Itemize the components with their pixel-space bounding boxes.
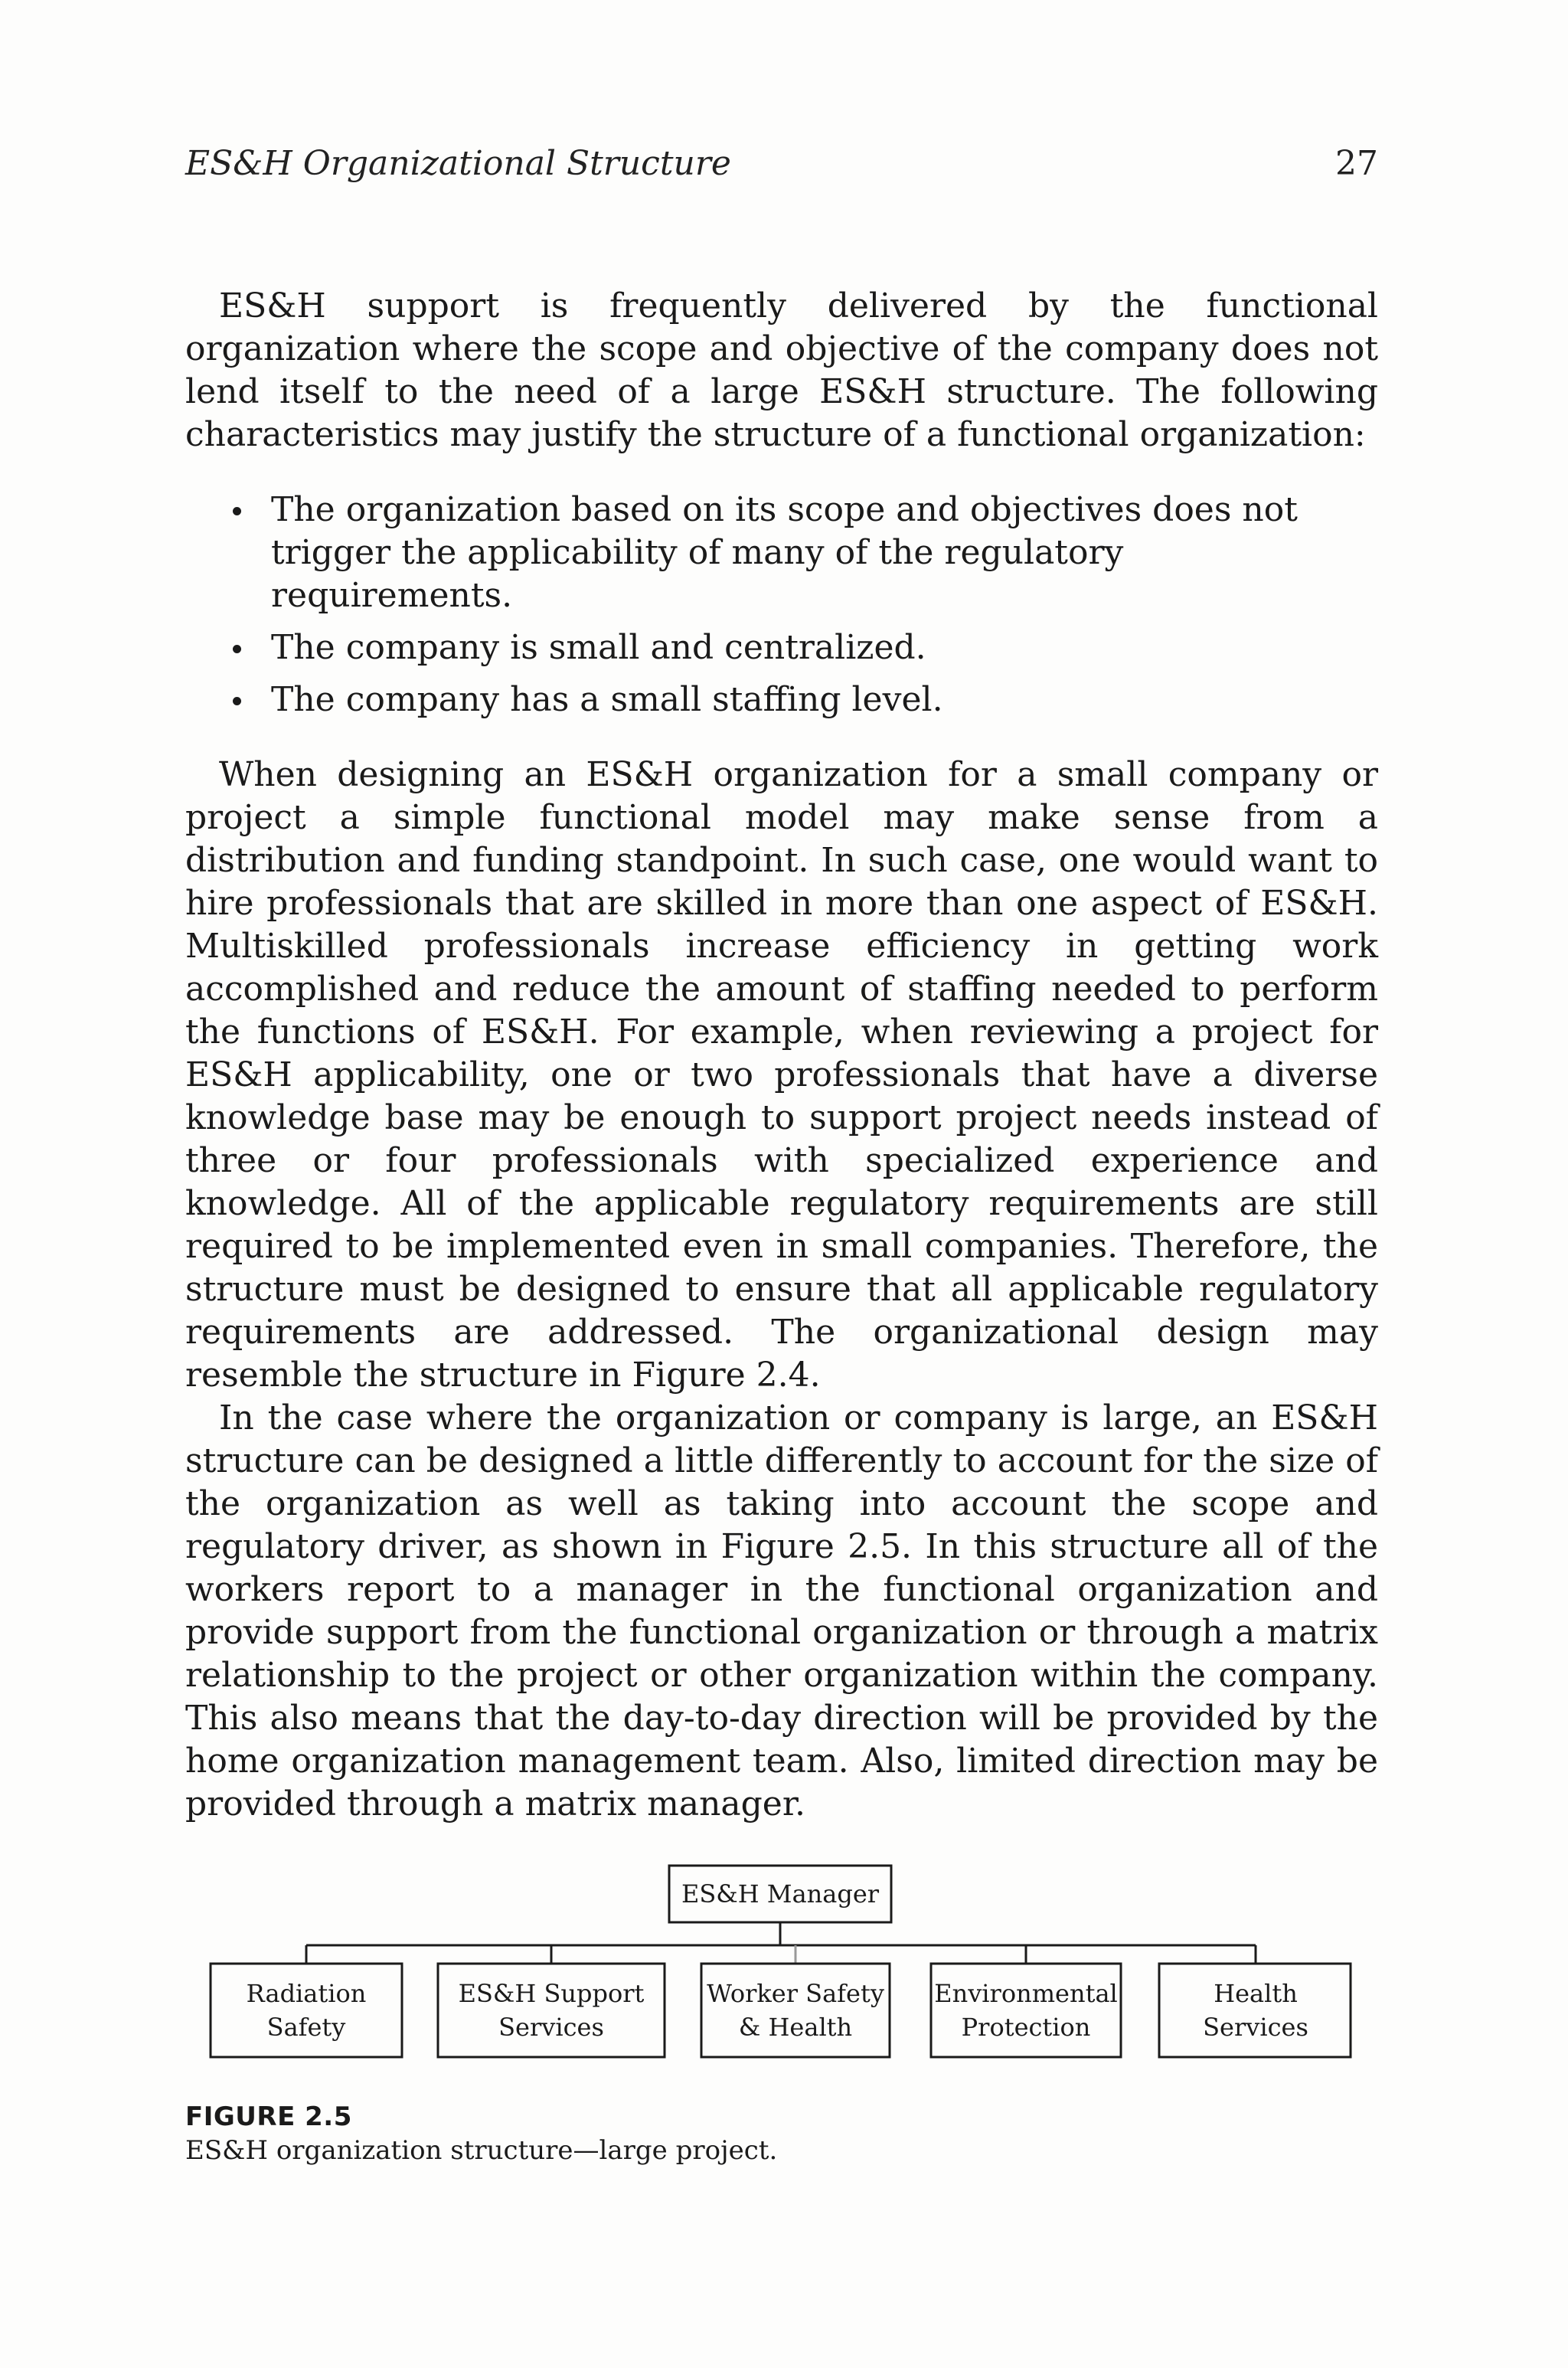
paragraph-2: When designing an ES&H organization for a small company or project a simple functional model may make sense from a distribution and funding standpoint. In such case, one would want to hire professionals that are skilled in more than one aspect of ES&H. Multiskilled professionals increase efficiency in getting work accomplished and reduce the amount of staffing needed to perform the functions of ES&H. For example, when reviewing a project for ES&H applicability, one or two professionals that have a diverse knowledge base may be enough to support project needs instead of three or four professionals with specialized experience and knowledge. All of the applicable regulatory requirements are still required to be implemented even in small companies. Therefore, the structure must be designed to ensure that all applicable regulatory requirements are addressed. The organizational design may resemble the structure in Figure 2.4. (185, 755, 1378, 1395)
bullet-item: The company has a small staffing level. (271, 679, 1378, 721)
child-label: Protection (961, 2013, 1091, 2042)
child-label: Worker Safety (707, 1979, 884, 2008)
child-box (438, 1964, 665, 2057)
child-label: Safety (266, 2013, 346, 2042)
child-box (211, 1964, 402, 2057)
child-label: Services (1203, 2013, 1308, 2042)
child-box (701, 1964, 890, 2057)
caption-label: FIGURE 2.5 (185, 2101, 352, 2132)
figure-caption (185, 2101, 1378, 2166)
child-label: Environmental (934, 1979, 1118, 2008)
org-chart (185, 1863, 1378, 2108)
child-box (931, 1964, 1121, 2057)
page-header (185, 144, 1378, 190)
child-label: Radiation (246, 1979, 367, 2008)
paragraph-3: In the case where the organization or company is large, an ES&H structure can be designed a little differently to account for the size of the organization as well as taking into account the scope and regulatory driver, as shown in Figure 2.5. In this structure all of the workers report to a manager in the functional organization and provide support from the functional organization or through a matrix relationship to the project or other organization within the company. This also means that the day-to-day direction will be provided by the home organization management team. Also, limited direction may be provided through a matrix manager. (185, 1398, 1378, 1823)
child-label: Services (498, 2013, 604, 2042)
child-label: & Health (738, 2013, 853, 2042)
bullet-item: The organization based on its scope and objectives does not trigger the applicability of many of the regulatory requirements. (271, 489, 1378, 617)
bullet-item: The company is small and centralized. (271, 626, 1378, 669)
child-label: Health (1214, 1979, 1298, 2008)
intro-paragraph: ES&H support is frequently delivered by the functional organization where the scope and objective of the company does not lend itself to the need of a large ES&H structure. The following characteristics may justify the structure of a functional organization: (185, 286, 1378, 454)
bullet-list (185, 489, 1378, 721)
caption-text: ES&H organization structure—large project. (185, 2135, 778, 2166)
child-box (1159, 1964, 1351, 2057)
root-label: ES&H Manager (681, 1879, 880, 1908)
child-label: ES&H Support (458, 1979, 645, 2008)
body-text (185, 285, 1378, 1826)
page-number: 27 (1335, 144, 1378, 183)
running-head: ES&H Organizational Structure (185, 144, 731, 183)
